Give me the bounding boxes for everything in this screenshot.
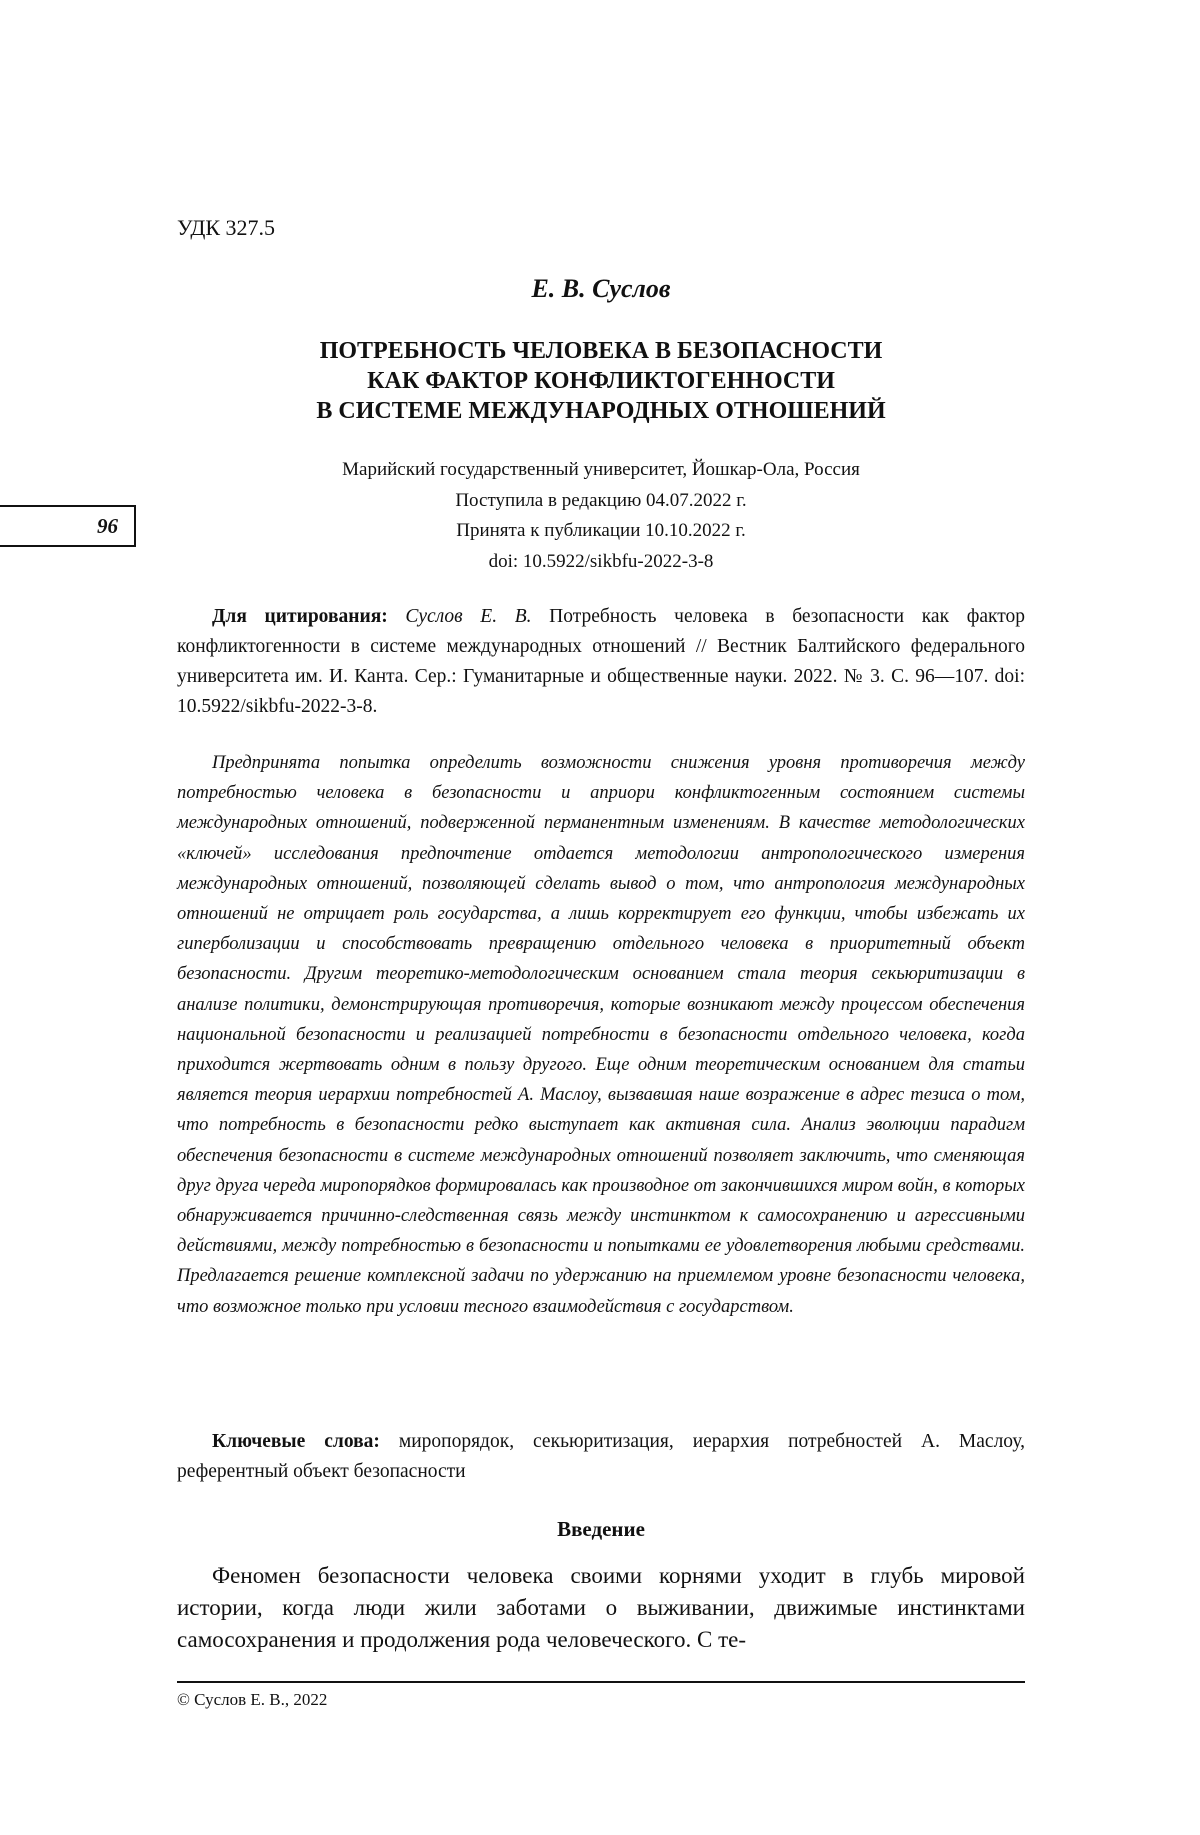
doi: doi: 10.5922/sikbfu-2022-3-8 [488, 550, 714, 572]
citation-text: Потребность человека в безопасности как фактор конфликтогенности в системе международных отношений // Вестник Балтийского федерального университета им. И. Канта. Сер.: Гуманитарные и общественные науки. 2022. № 3. С. 96—107. doi: 10.5922/sikbfu-2022-3-8. [177, 606, 1025, 717]
citation-label: Для цитирования: [212, 606, 388, 627]
article-title [177, 336, 1025, 426]
citation-block [177, 602, 1025, 722]
keywords-label: Ключевые слова: [212, 1431, 380, 1452]
udc-code: УДК 327.5 [177, 215, 276, 240]
footnote-divider [177, 1681, 1025, 1683]
title-line-3: В СИСТЕМЕ МЕЖДУНАРОДНЫХ ОТНОШЕНИЙ [316, 398, 886, 424]
copyright-notice: © Суслов Е. В., 2022 [177, 1690, 328, 1709]
intro-paragraph: Феномен безопасности человека своими корнями уходит в глубь мировой истории, когда люди жили заботами о выживании, движимые инстинктами самосохранения и продолжения рода человеческого. С те- [177, 1563, 1025, 1652]
abstract: Предпринята попытка определить возможности снижения уровня противоречия между потребностью человека в безопасности и априори конфликтогенным состоянием системы международных отношений, подверженной перманентным изменениям. В качестве методологических «ключей» исследования предпочтение отдается методологии антропологического измерения международных отношений, позволяющей сделать вывод о том, что антропология международных отношений не отрицает роль государства, а лишь корректирует его функции, чтобы избежать их гиперболизации и способствовать превращению отдельного человека в приоритетный объект безопасности. Другим теоретико-методологическим основанием стала теория секьюритизации в анализе политики, демонстрирующая противоречия, которые возникают между процессом обеспечения национальной безопасности и реализацией потребности в безопасности отдельного человека, когда приходится жертвовать одним в пользу другого. Еще одним теоретическим основанием для статьи является теория иерархии потребностей А. Маслоу, вызвавшая наше возражение в адрес тезиса о том, что потребность в безопасности редко выступает как активная сила. Анализ эволюции парадигм обеспечения безопасности в системе международных отношений позволяет заключить, что сменяющая друг друга череда миропорядков формировалась как производное от закончившихся миром войн, в которых обнаруживается причинно-следственная связь между инстинктом к самосохранению и агрессивными действиями, между потребностью в безопасности и попытками ее удовлетворения любыми средствами. Предлагается решение комплексной задачи по удержанию на приемлемом уровне безопасности человека, что возможное только при условии тесного взаимодействия с государством. [177, 753, 1025, 1317]
affiliation: Марийский государственный университет, Йошкар-Ола, Россия [342, 459, 860, 480]
author-name: Е. В. Суслов [531, 274, 671, 303]
title-line-2: КАК ФАКТОР КОНФЛИКТОГЕННОСТИ [367, 368, 835, 394]
citation-authors: Суслов Е. В. [405, 606, 532, 627]
article-meta [177, 455, 1025, 577]
received-date: Поступила в редакцию 04.07.2022 г. [455, 489, 747, 511]
accepted-date: Принята к публикации 10.10.2022 г. [456, 520, 746, 541]
keywords-block [177, 1427, 1025, 1487]
section-heading: Введение [557, 1517, 645, 1541]
page-number: 96 [97, 514, 118, 538]
keywords-text: миропорядок, секьюритизация, иерархия потребностей А. Маслоу, референтный объект безопасности [177, 1431, 1025, 1482]
title-line-1: ПОТРЕБНОСТЬ ЧЕЛОВЕКА В БЕЗОПАСНОСТИ [319, 338, 883, 364]
